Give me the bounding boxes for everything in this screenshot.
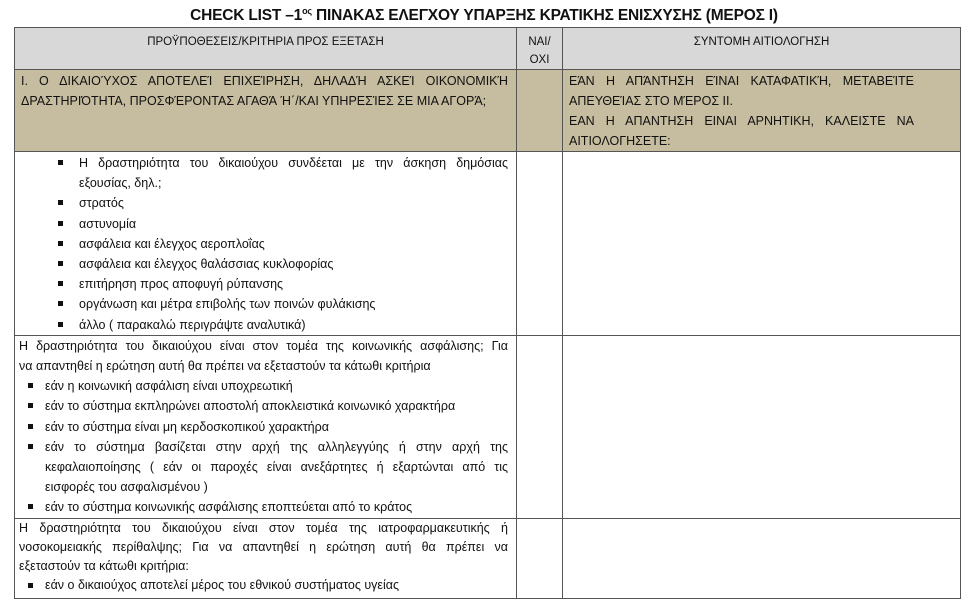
justification-cell[interactable] — [563, 518, 961, 598]
justification-cell[interactable] — [563, 152, 961, 336]
list-item: αστυνομία — [19, 214, 508, 234]
bullet-icon — [58, 261, 63, 266]
list-item: εάν το σύστημα εκπληρώνει αποστολή αποκλειστικά κοινωνικό χαρακτήρα — [19, 396, 508, 416]
table-row — [15, 518, 961, 598]
list-item: Η δραστηριότητα του δικαιούχου συνδέεται με την άσκηση δημόσιας εξουσίας, δηλ.; — [19, 153, 508, 193]
document-title — [0, 6, 968, 25]
bullet-icon — [28, 444, 33, 449]
section-instruction — [563, 70, 961, 152]
header-justification: ΣΥΝΤΟΜΗ ΑΙΤΙΟΛΟΓΗΣΗ — [563, 28, 961, 70]
justification-cell[interactable] — [563, 335, 961, 518]
checklist-table — [14, 27, 961, 599]
criteria-cell-health-care: Η δραστηριότητα του δικαιούχου είναι στον τομέα της ιατροφαρμακευτικής ή νοσοκομειακής περίθαλψης; Για να απαντηθεί η ερώτηση αυτή θα πρέπει να εξεταστούν τα κάτωθι κριτήρια: εάν ο δικαιούχος αποτελεί μέρος του εθνικού συστήματος υγείας — [15, 518, 517, 598]
table-row — [15, 152, 961, 336]
answer-cell[interactable] — [517, 152, 563, 336]
public-authority-list — [19, 153, 508, 335]
bullet-icon — [58, 322, 63, 327]
bullet-icon — [28, 424, 33, 429]
list-item: άλλο ( παρακαλώ περιγράψτε αναλυτικά) — [19, 315, 508, 335]
bullet-icon — [28, 504, 33, 509]
section-answer-cell[interactable] — [517, 70, 563, 152]
title-prefix: CHECK LIST –1 — [190, 7, 303, 24]
criteria-cell-public-authority — [15, 152, 517, 336]
answer-cell[interactable] — [517, 335, 563, 518]
section-question — [15, 70, 517, 152]
list-item: στρατός — [19, 193, 508, 213]
list-item: εάν ο δικαιούχος αποτελεί μέρος του εθνικού συστήματος υγείας — [19, 576, 508, 595]
section-question-line2: ΔΡΑΣΤΗΡΙΌΤΗΤΑ, ΠΡΟΣΦΈΡΟΝΤΑΣ ΑΓΑΘΆ Ή΄/ΚΑΙ ΥΠΗΡΕΣΊΕΣ ΣΕ ΜΙΑ ΑΓΟΡΆ; — [21, 94, 487, 108]
bullet-icon — [58, 160, 63, 165]
list-item: ασφάλεια και έλεγχος αεροπλοΐας — [19, 234, 508, 254]
bullet-icon — [58, 241, 63, 246]
instruction-line2: ΑΠΕΥΘΕΊΑΣ ΣΤΟ ΜΈΡΟΣ ΙΙ. — [569, 94, 733, 108]
list-item: ασφάλεια και έλεγχος θαλάσσιας κυκλοφορίας — [19, 254, 508, 274]
bullet-icon — [58, 200, 63, 205]
section-question-line1: Ι. Ο ΔΙΚΑΙΟΎΧΟΣ ΑΠΟΤΕΛΕΊ ΕΠΙΧΕΊΡΗΣΗ, ΔΗΛΑΔΉ ΑΣΚΕΊ ΟΙΚΟΝΟΜΙΚΉ — [21, 74, 508, 88]
answer-cell[interactable] — [517, 518, 563, 598]
list-item: εάν το σύστημα βασίζεται στην αρχή της αλληλεγγύης ή στην αρχή της κεφαλαιοποίησης ( εάν οι παροχές είναι ανεξάρτητες ή εξαρτώνται από τις εισφορές του ασφαλισμένου ) — [19, 437, 508, 498]
list-item: επιτήρηση προς αποφυγή ρύπανσης — [19, 274, 508, 294]
criteria-cell-social-security: Η δραστηριότητα του δικαιούχου είναι στον τομέα της κοινωνικής ασφάλισης; Για να απαντηθεί η ερώτηση αυτή θα πρέπει να εξεταστούν τα κάτωθι κριτήρια εάν η κοινωνική ασφάλιση είναι υποχρεωτική εάν το σύστημα εκπληρώνει αποστολή αποκλειστικά κοινωνικό χαρακτήρα εάν το σύστημα είναι μη κερδοσκοπικού χαρακτήρα εάν το σύστημα βασίζεται στην αρχή της αλληλεγγύης ή στην αρχή της κεφαλαιοποίησης ( εάν οι παροχές είναι ανεξάρτητες ή εξαρτώνται από τις εισφορές του ασφαλισμένου ) εάν το σύστημα κοινωνικής ασφάλισης εποπτεύεται από το κράτος — [15, 335, 517, 518]
health-care-list — [19, 576, 508, 595]
bullet-icon — [28, 403, 33, 408]
bullet-icon — [58, 281, 63, 286]
header-row — [15, 28, 961, 70]
header-criteria: ΠΡΟΫΠΟΘΕΣΕΙΣ/ΚΡΙΤΗΡΙΑ ΠΡΟΣ ΕΞΕΤΑΣΗ — [15, 28, 517, 70]
title-superscript: ος — [302, 6, 312, 16]
list-item: εάν το σύστημα κοινωνικής ασφάλισης εποπτεύεται από το κράτος — [19, 497, 508, 517]
list-item: οργάνωση και μέτρα επιβολής των ποινών φυλάκισης — [19, 294, 508, 314]
title-suffix: ΠΙΝΑΚΑΣ ΕΛΕΓΧΟΥ ΥΠΑΡΞΗΣ ΚΡΑΤΙΚΗΣ ΕΝΙΣΧΥΣΗΣ (ΜΕΡΟΣ Ι) — [311, 7, 778, 24]
list-item: εάν η κοινωνική ασφάλιση είναι υποχρεωτική — [19, 376, 508, 396]
instruction-line1: ΕΆΝ Η ΑΠΆΝΤΗΣΗ ΕΊΝΑΙ ΚΑΤΑΦΑΤΙΚΉ, ΜΕΤΑΒΕΊΤΕ — [569, 74, 914, 88]
table-row — [15, 335, 961, 518]
instruction-line3: ΕΑΝ Η ΑΠΑΝΤΗΣΗ ΕΙΝΑΙ ΑΡΝΗΤΙΚΗ, ΚΑΛΕΙΣΤΕ ΝΑ — [569, 114, 914, 128]
bullet-icon — [58, 221, 63, 226]
social-security-list — [19, 376, 508, 517]
header-yes-no-line2: ΟΧΙ — [529, 54, 550, 66]
bullet-icon — [28, 383, 33, 388]
header-yes-no-line1: ΝΑΙ/ — [528, 36, 551, 48]
section-row — [15, 70, 961, 152]
header-yes-no — [517, 28, 563, 70]
list-item: εάν το σύστημα είναι μη κερδοσκοπικού χαρακτήρα — [19, 417, 508, 437]
bullet-icon — [28, 583, 33, 588]
instruction-line4: ΑΙΤΙΟΛΟΓΗΣΕΤΕ: — [569, 134, 671, 148]
bullet-icon — [58, 301, 63, 306]
